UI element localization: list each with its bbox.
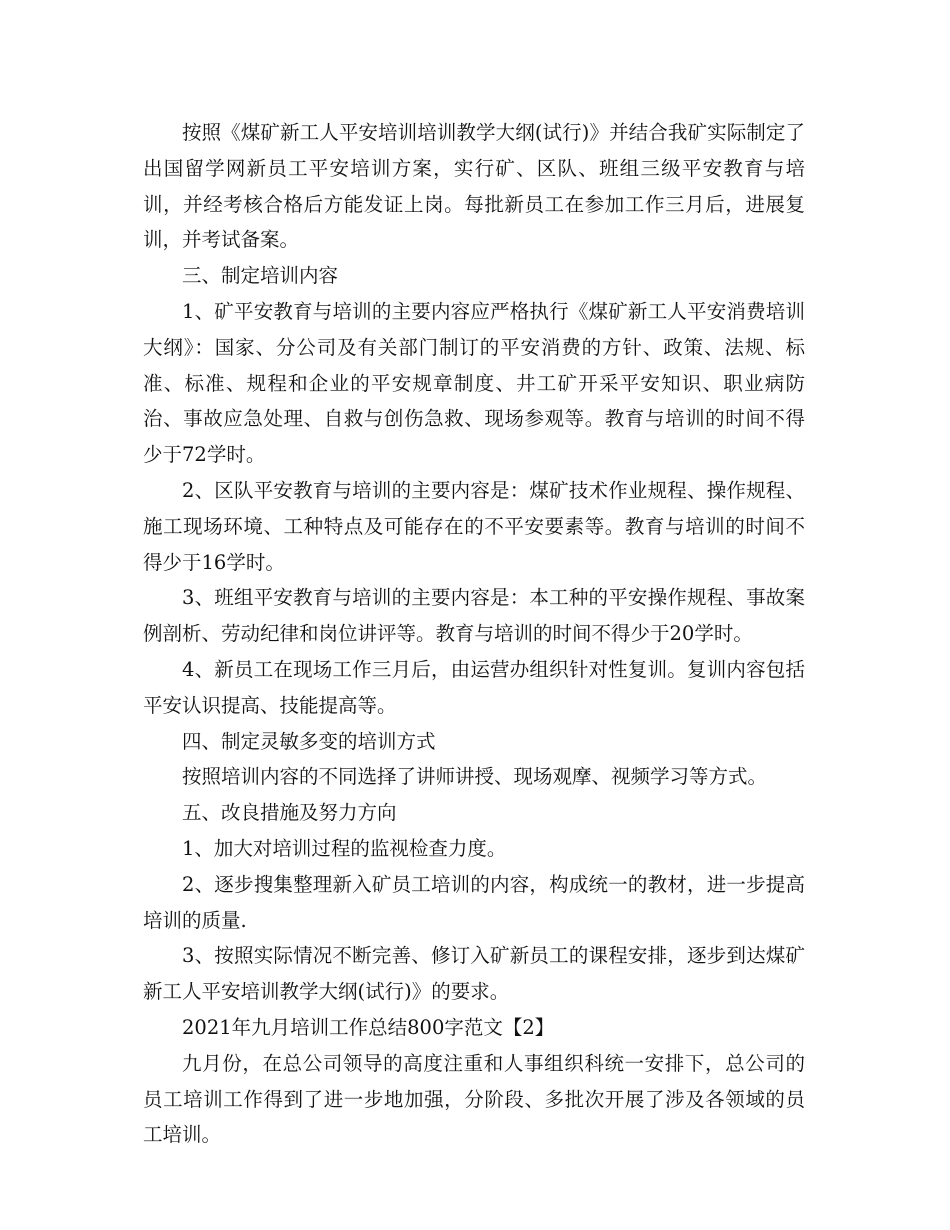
heading-section-5: 五、改良措施及努力方向 (182, 801, 397, 825)
paragraph-intro: 按照《煤矿新工人平安培训培训教学大纲(试行)》并结合我矿实际制定了出国留学网新员工平安培训方案，实行矿、区队、班组三级平安教育与培训，并经考核合格后方能发证上岗。每批新员工在参加工作三月后，进展复训，并考试备案。 (143, 121, 805, 252)
paragraph-september: 九月份，在总公司领导的高度注重和人事组织科统一安排下，总公司的员工培训工作得到了进一步地加强，分阶段、多批次开展了涉及各领域的员工培训。 (143, 1051, 805, 1147)
paragraph-item-1: 1、矿平安教育与培训的主要内容应严格执行《煤矿新工人平安消费培训大纲》：国家、分公司及有关部门制订的平安消费的方针、政策、法规、标准、标准、规程和企业的平安规章制度、井工矿开采平安知识、职业病防治、事故应急处理、自救与创伤急救、现场参观等。教育与培训的时间不得少于72学时。 (143, 299, 805, 467)
paragraph-improve-3: 3、按照实际情况不断完善、修订入矿新员工的课程安排，逐步到达煤矿新工人平安培训教学大纲(试行)》的要求。 (143, 944, 805, 1004)
paragraph-item-2: 2、区队平安教育与培训的主要内容是：煤矿技术作业规程、操作规程、施工现场环境、工种特点及可能存在的不平安要素等。教育与培训的时间不得少于16学时。 (143, 478, 805, 574)
paragraph-improve-2: 2、逐步搜集整理新入矿员工培训的内容，构成统一的教材，进一步提高培训的质量. (143, 872, 805, 932)
heading-section-4: 四、制定灵敏多变的培训方式 (182, 729, 436, 753)
heading-sample-2: 2021年九月培训工作总结800字范文【2】 (182, 1015, 555, 1039)
paragraph-training-methods: 按照培训内容的不同选择了讲师讲授、现场观摩、视频学习等方式。 (182, 765, 768, 789)
document-body (143, 115, 805, 1153)
heading-section-3: 三、制定培训内容 (182, 264, 339, 288)
paragraph-improve-1: 1、加大对培训过程的监视检查力度。 (182, 836, 507, 860)
paragraph-item-4: 4、新员工在现场工作三月后，由运营办组织针对性复训。复训内容包括平安认识提高、技能提高等。 (143, 657, 805, 717)
paragraph-item-3: 3、班组平安教育与培训的主要内容是：本工种的平安操作规程、事故案例剖析、劳动纪律和岗位讲评等。教育与培训的时间不得少于20学时。 (143, 586, 805, 646)
